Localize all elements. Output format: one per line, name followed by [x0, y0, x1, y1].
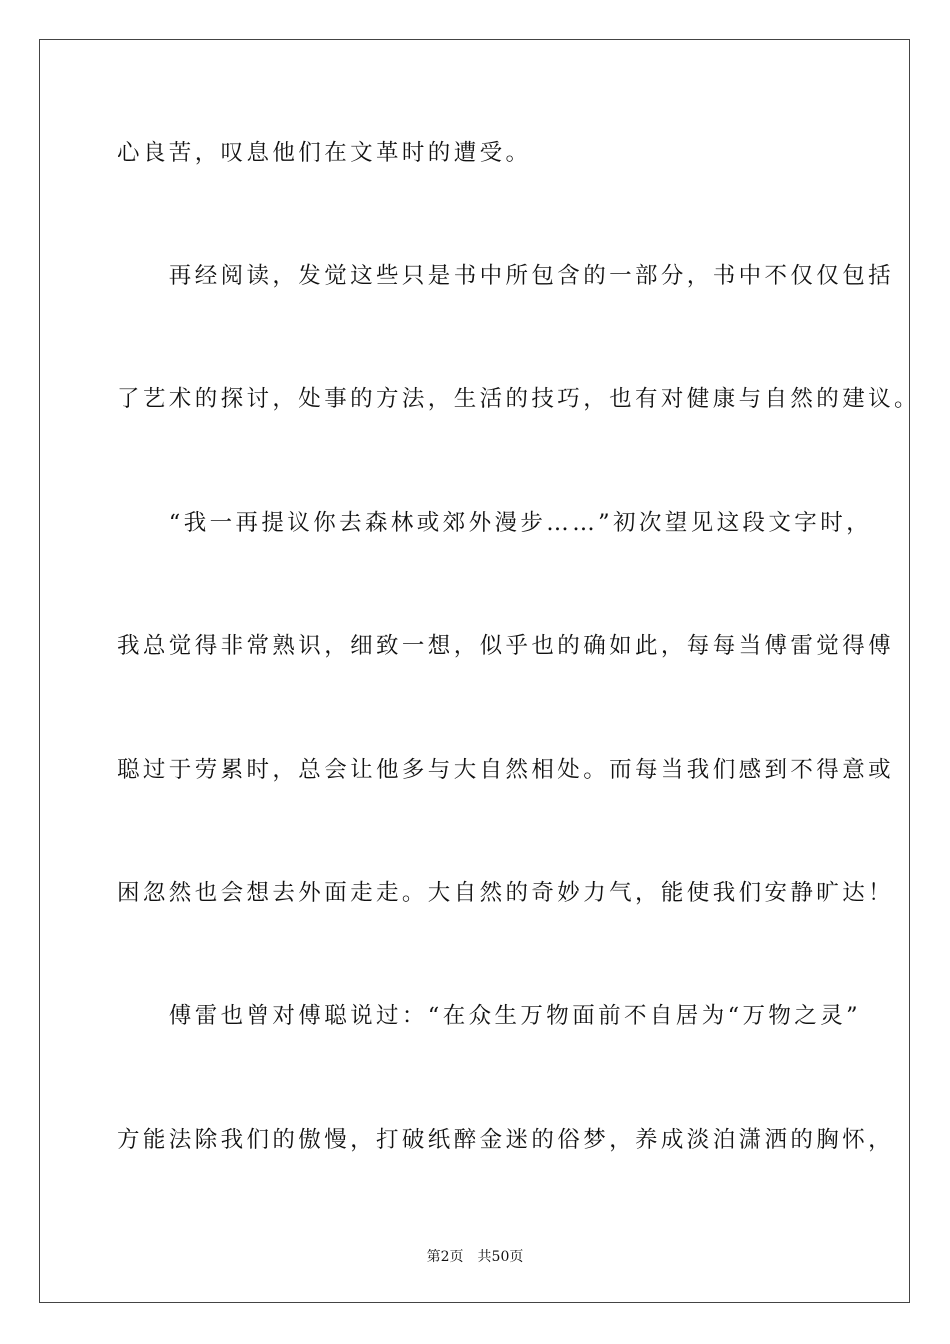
body-text-line-4: “我一再提议你去森林或郊外漫步……”初次望见这段文字时，: [117, 510, 873, 536]
body-text-line-6: 聪过于劳累时，总会让他多与大自然相处。而每当我们感到不得意或: [117, 757, 895, 783]
current-page-number: 第2页: [426, 1249, 464, 1265]
page-footer: [0, 1248, 950, 1266]
page-border: [39, 39, 910, 1303]
body-text-line-1: 心良苦，叹息他们在文革时的遭受。: [117, 140, 532, 166]
total-pages: 共50页: [477, 1249, 524, 1265]
body-text-line-7: 困忽然也会想去外面走走。大自然的奇妙力气，能使我们安静旷达！: [117, 880, 895, 906]
body-text-line-3: 了艺术的探讨，处事的方法，生活的技巧，也有对健康与自然的建议。: [117, 386, 920, 412]
body-text-line-5: 我总觉得非常熟识，细致一想，似乎也的确如此，每每当傅雷觉得傅: [117, 633, 895, 659]
body-text-line-2: 再经阅读，发觉这些只是书中所包含的一部分，书中不仅仅包括: [117, 263, 895, 289]
body-text-line-9: 方能法除我们的傲慢，打破纸醉金迷的俗梦，养成淡泊潇洒的胸怀，: [117, 1127, 895, 1153]
body-text-line-8: 傅雷也曾对傅聪说过：“在众生万物面前不自居为“万物之灵”: [117, 1003, 862, 1029]
